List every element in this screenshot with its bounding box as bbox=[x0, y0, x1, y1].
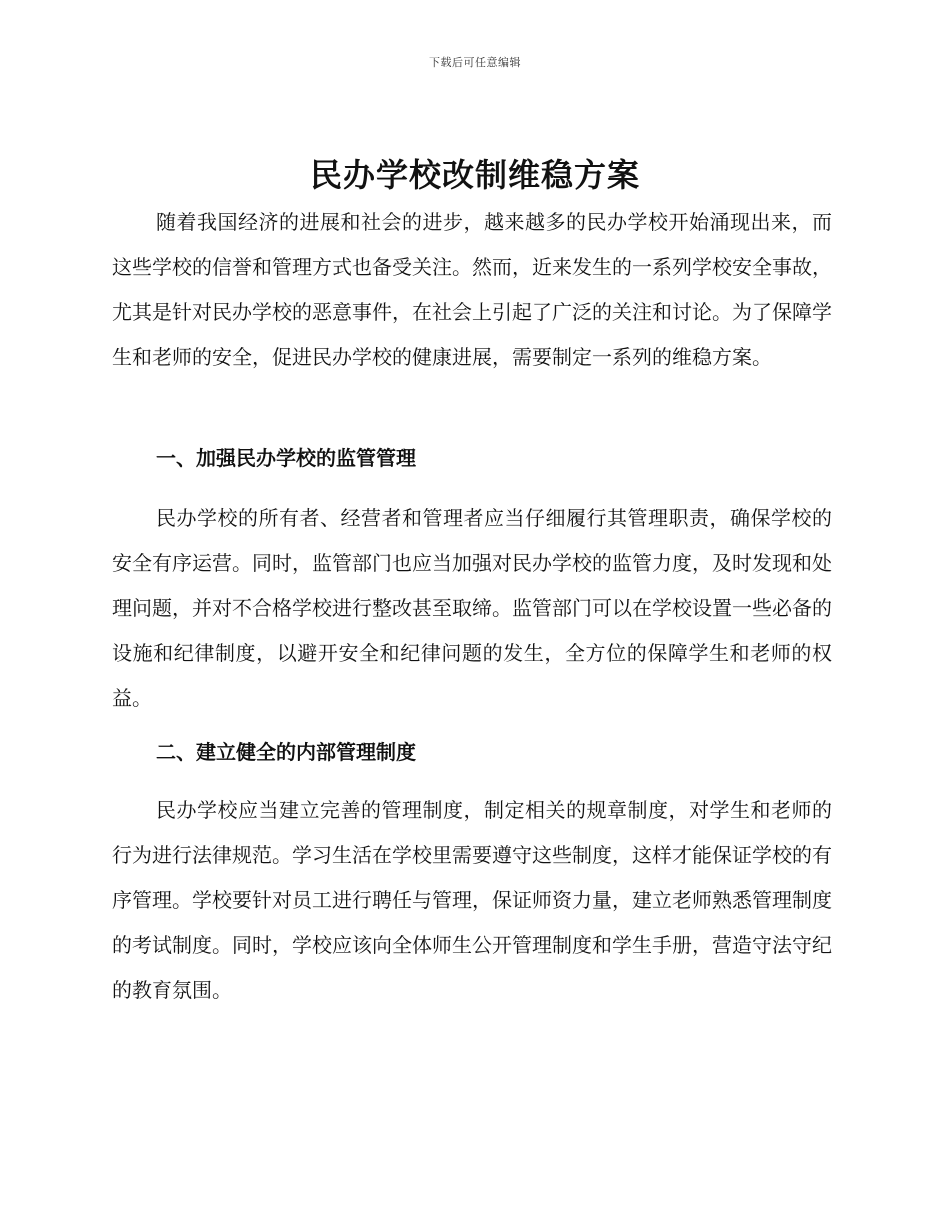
section-paragraph-2: 民办学校应当建立完善的管理制度，制定相关的规章制度，对学生和老师的行为进行法律规范。学习生活在学校里需要遵守这些制度，这样才能保证学校的有序管理。学校要针对员工进行聘任与管理，保证师资力量，建立老师熟悉管理制度的考试制度。同时，学校应该向全体师生公开管理制度和学生手册，营造守法守纪的教育氛围。 bbox=[112, 798, 832, 1002]
page-title: 民办学校改制维稳方案 bbox=[309, 156, 640, 194]
section-heading-2: 二、建立健全的内部管理制度 bbox=[156, 740, 416, 764]
intro-paragraph: 随着我国经济的进展和社会的进步，越来越多的民办学校开始涌现出来，而这些学校的信誉和管理方式也备受关注。然而，近来发生的一系列学校安全事故，尤其是针对民办学校的恶意事件，在社会上引起了广泛的关注和讨论。为了保障学生和老师的安全，促进民办学校的健康进展，需要制定一系列的维稳方案。 bbox=[112, 210, 832, 369]
section-heading-1: 一、加强民办学校的监管管理 bbox=[156, 446, 416, 470]
header-note: 下载后可任意编辑 bbox=[429, 56, 521, 69]
section-paragraph-1: 民办学校的所有者、经营者和管理者应当仔细履行其管理职责，确保学校的安全有序运营。同时，监管部门也应当加强对民办学校的监管力度，及时发现和处理问题，并对不合格学校进行整改甚至取缔。监管部门可以在学校设置一些必备的设施和纪律制度，以避开安全和纪律问题的发生，全方位的保障学生和老师的权益。 bbox=[112, 506, 832, 710]
